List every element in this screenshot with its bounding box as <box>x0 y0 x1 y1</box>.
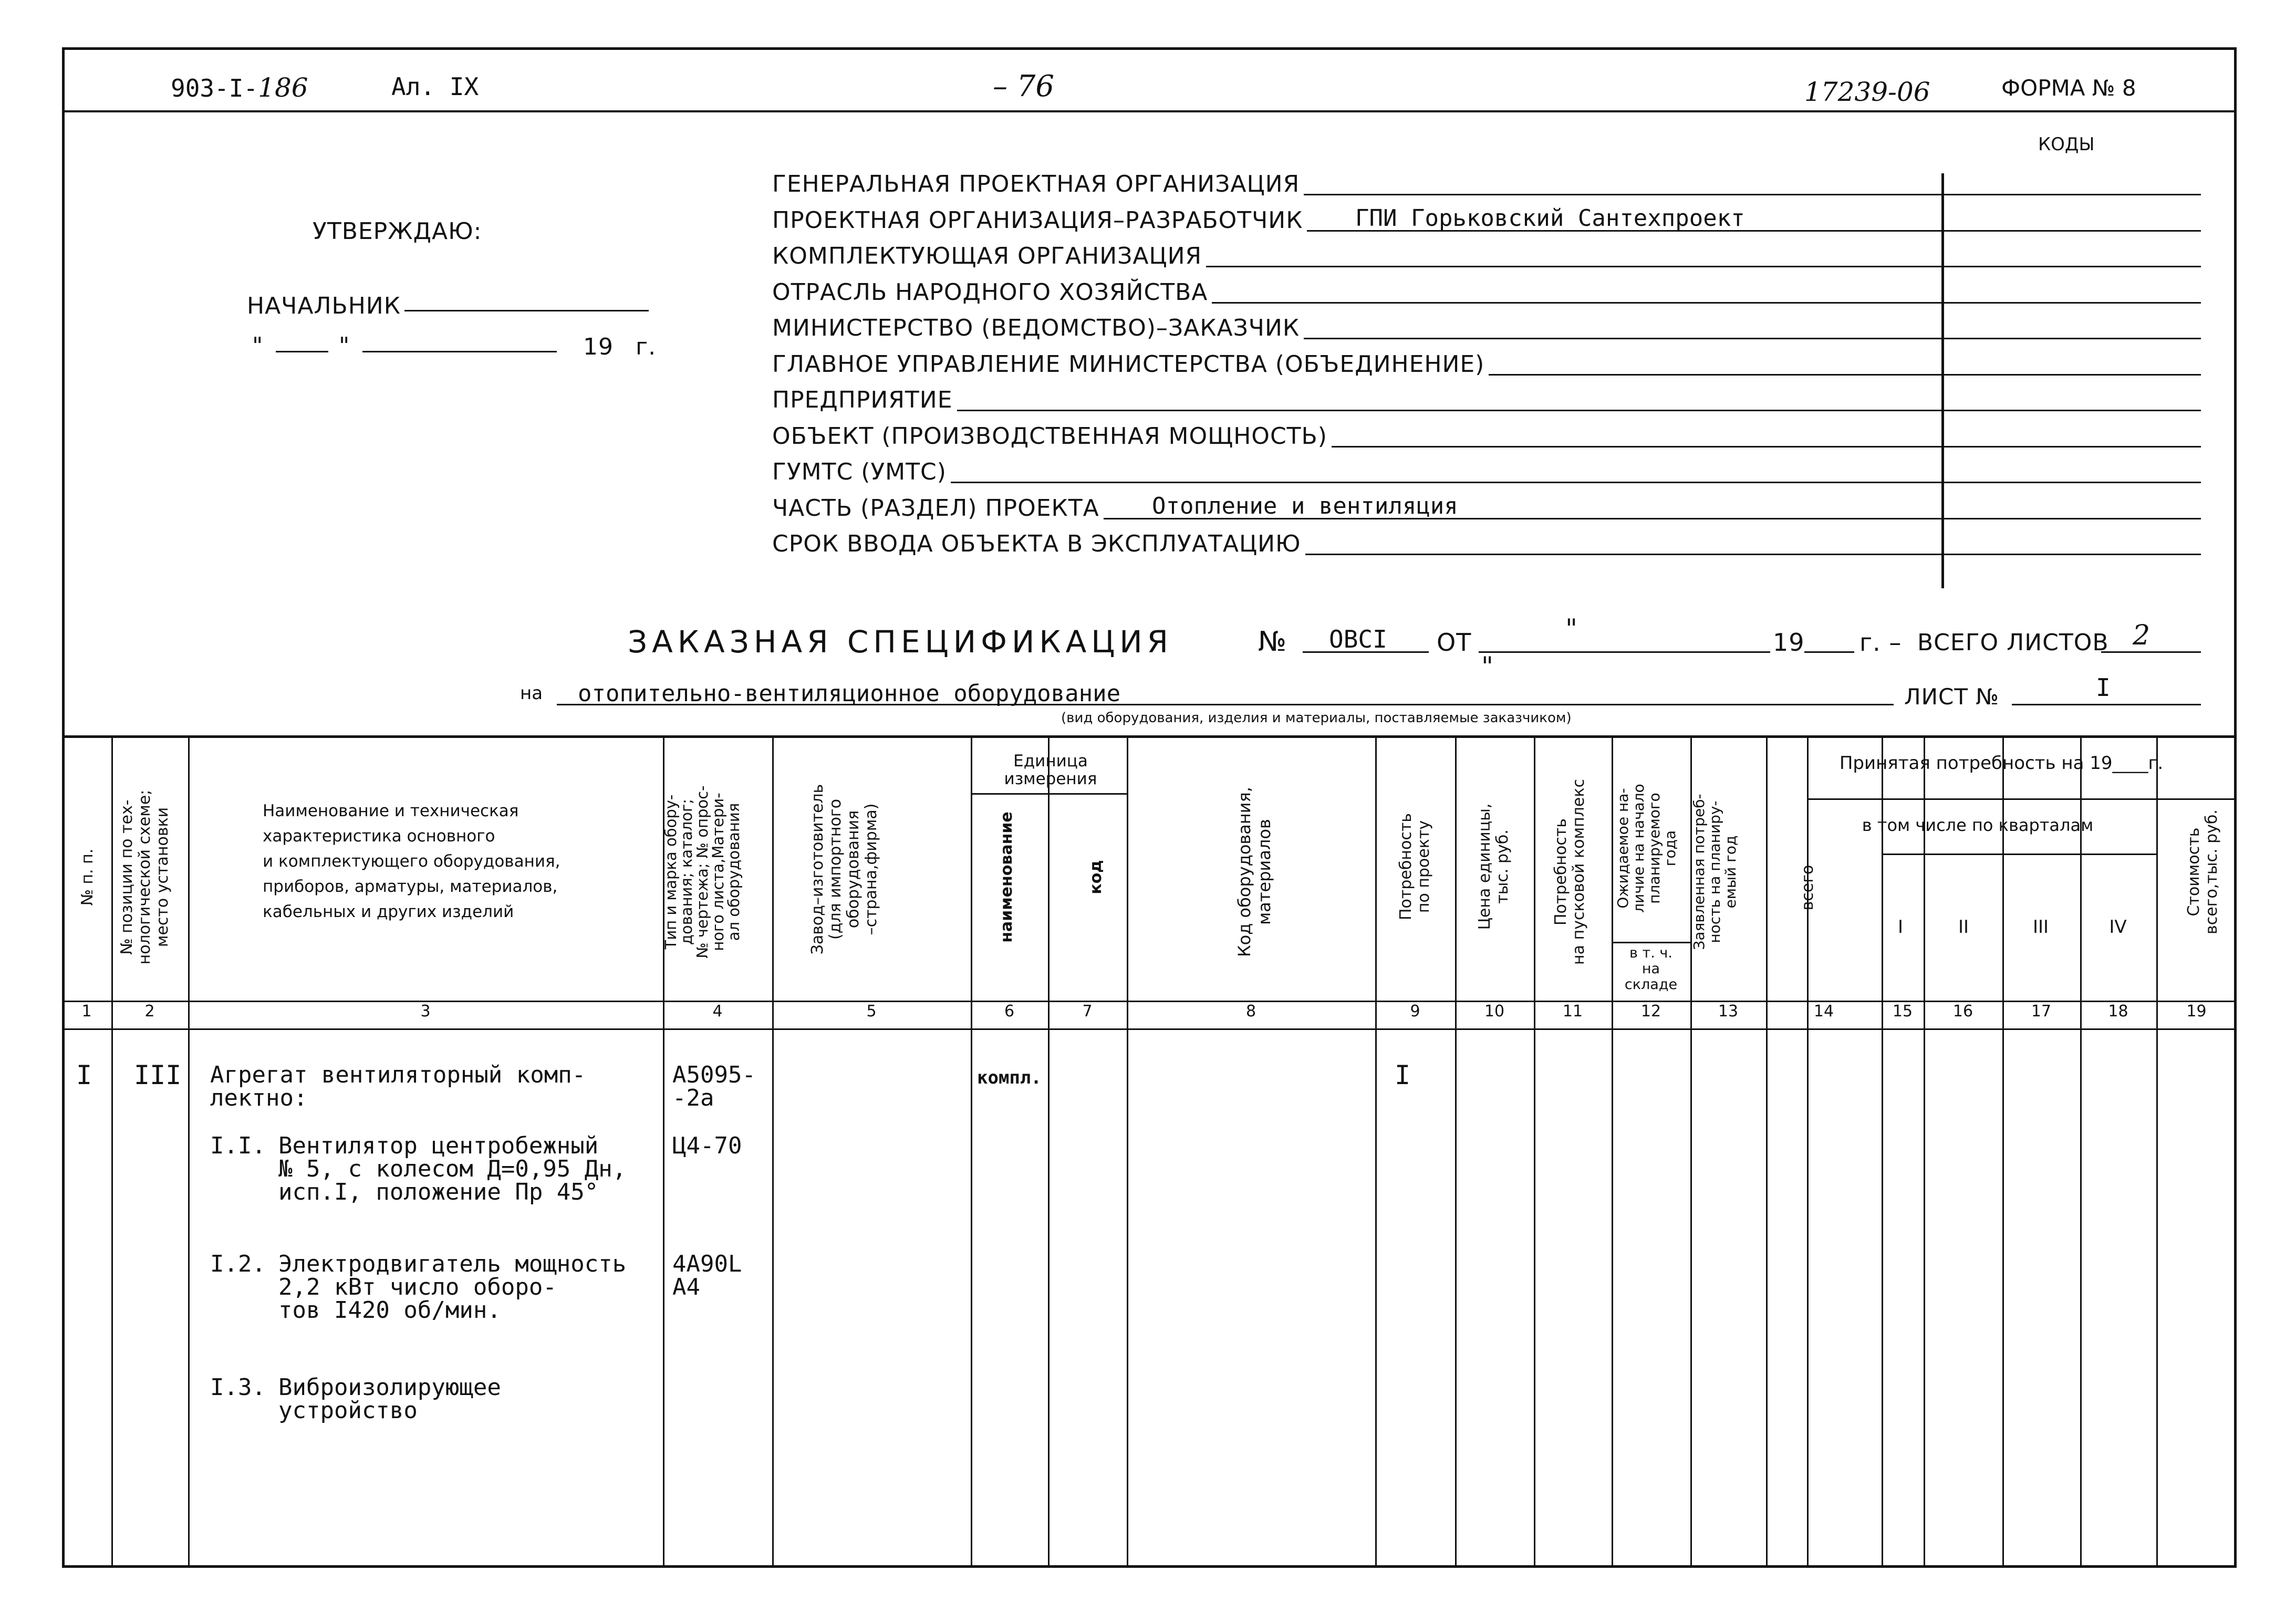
col-header-8: Код оборудования, материалов <box>1234 786 1274 958</box>
col-divider-8 <box>1375 735 1377 1568</box>
row-qty: I <box>1395 1060 1411 1090</box>
sub1-type: Ц4-70 <box>672 1132 742 1159</box>
spec-quote-1: " <box>1565 613 1577 644</box>
spec-no-line <box>1303 651 1429 653</box>
sub2-number: I.2. <box>210 1251 266 1277</box>
sheet-value: I <box>2096 673 2111 702</box>
form-number: ФОРМА № 8 <box>2001 75 2136 101</box>
row-pp: I <box>76 1060 92 1090</box>
column-number-11: 11 <box>1562 1002 1583 1021</box>
col-divider-18 <box>2080 735 2082 1568</box>
date-year: 19 <box>583 334 614 360</box>
col-header-6: наименование <box>998 811 1016 943</box>
column-number-16: 16 <box>1952 1002 1973 1021</box>
row-name: Агрегат вентиляторный комп- лектно: <box>210 1062 586 1111</box>
quarters-subheader-line <box>1882 854 2156 855</box>
page-number: – 76 <box>993 69 1055 103</box>
field-label-0: ГЕНЕРАЛЬНАЯ ПРОЕКТНАЯ ОРГАНИЗАЦИЯ <box>772 171 1300 197</box>
col-header-10: Цена единицы, тыс. руб. <box>1476 803 1512 930</box>
field-line-5 <box>1489 374 2201 376</box>
col-header-9: Потребность по проекту <box>1397 813 1433 921</box>
col-divider-6 <box>1048 735 1050 1568</box>
spec-year-line <box>1804 651 1854 653</box>
field-line-0 <box>1304 194 2201 195</box>
spec-caption: (вид оборудования, изделия и материалы, поставляемые заказчиком) <box>1061 710 1572 726</box>
column-number-2: 2 <box>144 1002 155 1021</box>
sub3-name: Виброизолирующее устройство <box>278 1374 501 1424</box>
field-label-7: ОБЪЕКТ (ПРОИЗВОДСТВЕННАЯ МОЩНОСТЬ) <box>772 422 1327 450</box>
total-sheets-value: 2 <box>2133 620 2150 651</box>
field-label-2: КОМПЛЕКТУЮЩАЯ ОРГАНИЗАЦИЯ <box>772 243 1202 269</box>
date-quote-open: " <box>252 332 264 359</box>
col-header-13: Заявленная потреб- ность на планиру- емый год <box>1690 794 1739 950</box>
col-header-2: № позиции по тех- нологической схеме; место установки <box>118 789 172 965</box>
chief-signature-line <box>404 310 649 311</box>
col-header-17: III <box>2032 917 2049 938</box>
column-number-4: 4 <box>712 1002 723 1021</box>
codes-label: КОДЫ <box>2038 134 2095 155</box>
column-number-6: 6 <box>1004 1002 1015 1021</box>
row-type: А5095- -2а <box>672 1062 756 1111</box>
col-header-12b: в т. ч. на складе <box>1624 945 1678 993</box>
spec-year-suffix: г. – <box>1859 628 1902 657</box>
column-number-18: 18 <box>2108 1002 2128 1021</box>
column-number-14: 14 <box>1813 1002 1834 1021</box>
field-label-5: ГЛАВНОЕ УПРАВЛЕНИЕ МИНИСТЕРСТВА (ОБЪЕДИНЕНИЕ) <box>772 350 1485 378</box>
date-month-line <box>362 351 557 352</box>
spec-date-line <box>1479 651 1770 653</box>
series-number: 903-I-186 <box>171 72 308 103</box>
approve-title: УТВЕРЖДАЮ: <box>313 218 482 245</box>
column-number-5: 5 <box>866 1002 877 1021</box>
col-divider-9 <box>1455 735 1457 1568</box>
column-number-13: 13 <box>1718 1002 1739 1021</box>
col-header-11: Потребность на пусковой комплекс <box>1552 779 1588 965</box>
column-number-1: 1 <box>81 1002 92 1021</box>
field-line-4 <box>1304 338 2201 339</box>
spec-on-value: отопительно-вентиляционное оборудование <box>578 680 1121 707</box>
field-label-8: ГУМТС (УМТС) <box>772 459 947 485</box>
field-line-10 <box>1305 554 2201 555</box>
date-year-suffix: г. <box>636 334 657 360</box>
col-header-16: II <box>1958 917 1969 938</box>
col-header-6-7: Единица измерения <box>1004 752 1097 788</box>
field-line-2 <box>1206 266 2201 267</box>
codes-column-divider <box>1941 173 1944 588</box>
field-line-7 <box>1332 446 2201 448</box>
col-divider-11 <box>1612 735 1613 1568</box>
col-header-1: № п. п. <box>78 848 97 906</box>
spec-on-label: на <box>520 683 543 704</box>
col-divider-2 <box>188 735 190 1568</box>
col-divider-1 <box>111 735 113 1568</box>
field-label-4: МИНИСТЕРСТВО (ВЕДОМСТВО)–ЗАКАЗЧИК <box>772 315 1300 341</box>
number-row-bottom-line <box>62 1028 2237 1030</box>
field-label-3: ОТРАСЛЬ НАРОДНОГО ХОЗЯЙСТВА <box>772 278 1208 306</box>
field-value-9: Отопление и вентиляция <box>1152 492 1458 519</box>
column-number-10: 10 <box>1484 1002 1505 1021</box>
field-line-3 <box>1212 302 2201 304</box>
col-header-12: Ожидаемое на- личие на начало планируемого года <box>1614 784 1679 913</box>
column-number-7: 7 <box>1082 1002 1093 1021</box>
sub2-type: 4А90L А4 <box>672 1251 742 1300</box>
row-unit: компл. <box>977 1067 1042 1088</box>
column-number-12: 12 <box>1640 1002 1661 1021</box>
column-number-8: 8 <box>1245 1002 1256 1021</box>
col-header-15-18: в том числе по кварталам <box>1862 815 2094 835</box>
column-number-15: 15 <box>1892 1002 1913 1021</box>
field-label-10: СРОК ВВОДА ОБЪЕКТА В ЭКСПЛУАТАЦИЮ <box>772 530 1301 557</box>
column-number-19: 19 <box>2186 1002 2207 1021</box>
spec-quote-2: " <box>1481 651 1493 682</box>
col-divider-17 <box>2002 735 2004 1568</box>
column-number-9: 9 <box>1410 1002 1420 1021</box>
field-label-9: ЧАСТЬ (РАЗДЕЛ) ПРОЕКТА <box>772 494 1099 522</box>
col-header-5: Завод–изготовитель (для импортного оборудования –страна,фирма) <box>808 784 880 955</box>
received-subheader-line <box>1807 798 2237 800</box>
col-divider-19 <box>2156 735 2158 1568</box>
sub2-name: Электродвигатель мощность 2,2 кВт число оборо- тов I420 об/мин. <box>278 1251 627 1324</box>
col-header-18: IV <box>2109 917 2127 938</box>
total-sheets-label: ВСЕГО ЛИСТОВ <box>1917 629 2109 656</box>
col-header-3: Наименование и техническая характеристика основного и комплектующего оборудования, приборов, арматуры, материалов, кабельных и других изделий <box>263 802 560 921</box>
col-header-7: код <box>1087 860 1105 894</box>
date-day-line <box>276 351 328 352</box>
spec-title: ЗАКАЗНАЯ СПЕЦИФИКАЦИЯ <box>628 624 1173 660</box>
row-position: III <box>134 1060 182 1090</box>
column-number-17: 17 <box>2031 1002 2052 1021</box>
field-value-1: ГПИ Горьковский Сантехпроект <box>1355 204 1745 232</box>
sheet-label: ЛИСТ № <box>1904 684 2000 710</box>
spec-no-label: № <box>1258 626 1287 658</box>
document-number: 17239-06 <box>1804 77 1930 107</box>
sub1-number: I.I. <box>210 1132 266 1159</box>
column-number-3: 3 <box>420 1002 431 1021</box>
total-sheets-line <box>2101 651 2201 653</box>
table-top-divider <box>62 735 2237 738</box>
col-header-19: Стоимость всего,тыс. руб. <box>2185 809 2221 934</box>
header-divider <box>62 110 2237 112</box>
spec-from-label: ОТ <box>1437 628 1472 657</box>
field-label-6: ПРЕДПРИЯТИЕ <box>772 387 953 413</box>
sheet-line <box>2012 704 2201 705</box>
col-header-14-18: Принятая потребность на 19____г. <box>1839 753 2164 774</box>
col-divider-15 <box>1882 735 1883 1568</box>
field-line-6 <box>957 410 2201 411</box>
sub3-number: I.3. <box>210 1374 266 1401</box>
field-line-8 <box>951 482 2201 483</box>
album-number: Ал. IX <box>391 72 479 101</box>
field-label-1: ПРОЕКТНАЯ ОРГАНИЗАЦИЯ–РАЗРАБОТЧИК <box>772 206 1303 234</box>
date-quote-close: " <box>339 332 350 359</box>
spec-year: 19 <box>1773 628 1805 657</box>
col-divider-7 <box>1127 735 1128 1568</box>
col-divider-16 <box>1924 735 1925 1568</box>
chief-label: НАЧАЛЬНИК <box>247 293 401 319</box>
col-header-4: Тип и марка обору- дования; каталог; № чертежа; № опрос- ного листа,Матери- ал оборудования <box>662 785 743 959</box>
col-divider-13 <box>1766 735 1768 1568</box>
col-header-15: I <box>1897 917 1904 938</box>
sub1-name: Вентилятор центробежный № 5, с колесом Д=0,95 Дн, исп.I, положение Пр 45° <box>278 1132 627 1205</box>
col-header-14: всего <box>1799 865 1817 911</box>
col-divider-5 <box>971 735 972 1568</box>
col-divider-4 <box>772 735 774 1568</box>
col-divider-10 <box>1534 735 1535 1568</box>
spec-no-value: ОВСI <box>1329 625 1387 653</box>
